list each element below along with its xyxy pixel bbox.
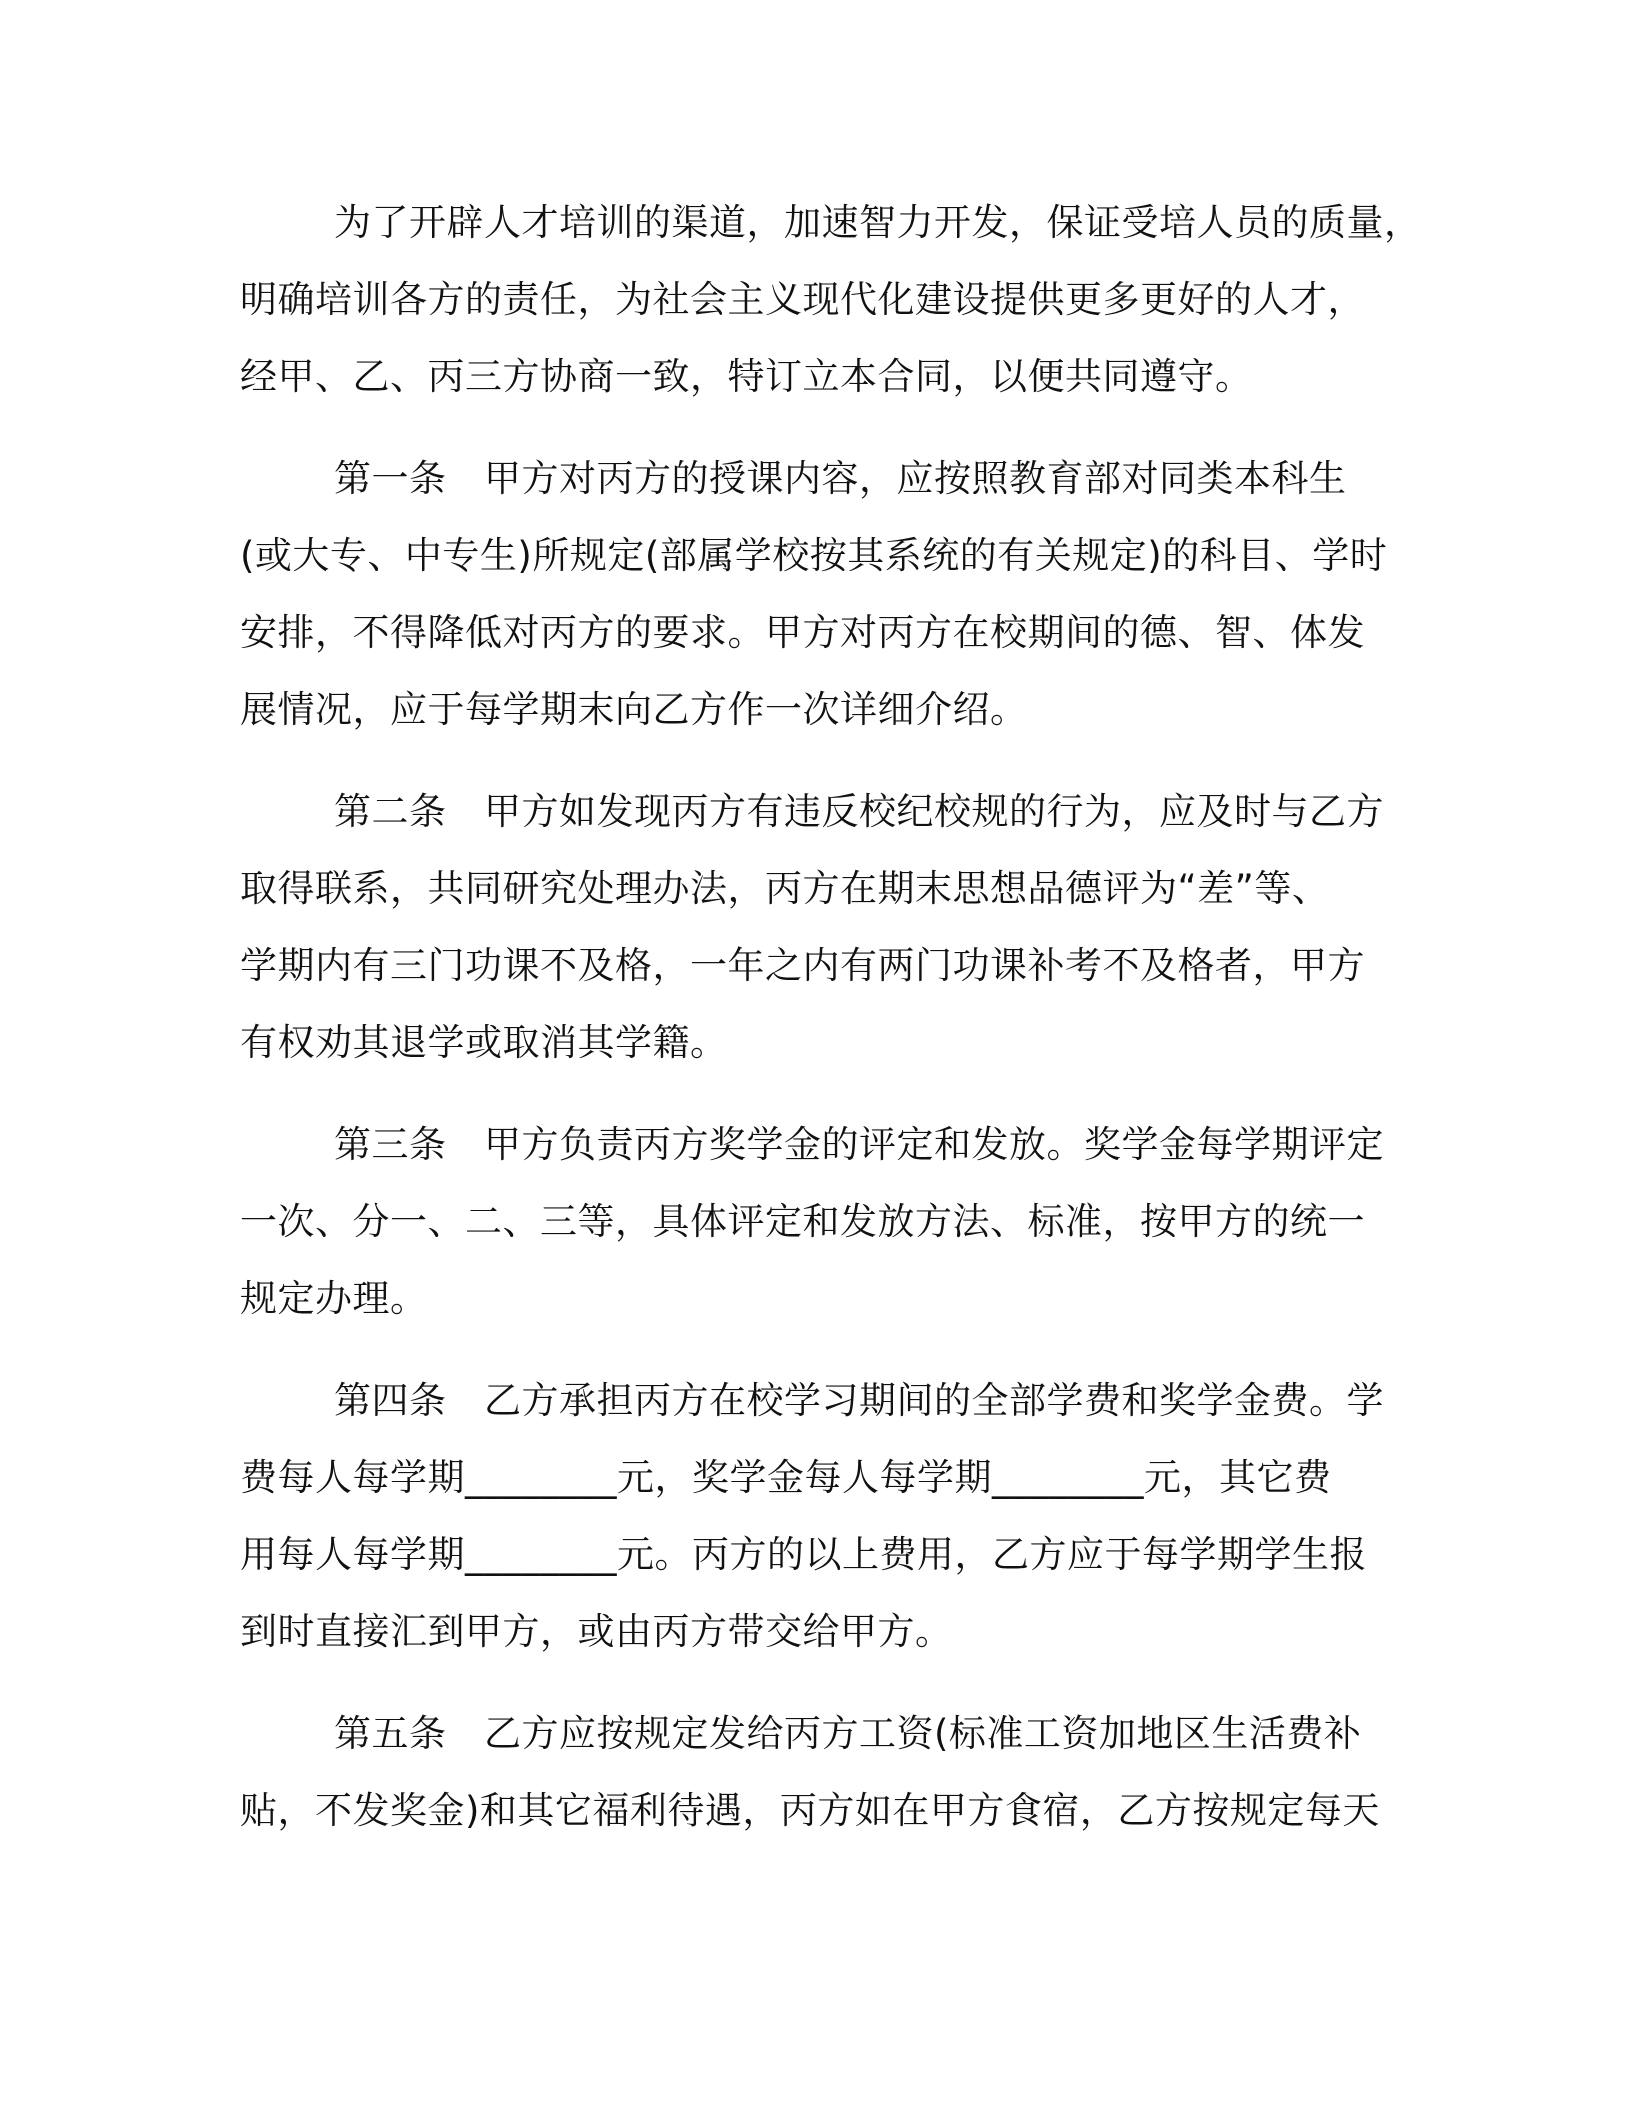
article-4-paragraph bbox=[240, 1362, 1384, 1670]
text-line: 有权劝其退学或取消其学籍。 bbox=[240, 1021, 728, 1064]
text-line: 规定办理。 bbox=[240, 1277, 428, 1320]
text-line: 第二条 甲方如发现丙方有违反校纪校规的行为，应及时与乙方 bbox=[334, 790, 1384, 833]
text-line: 取得联系，共同研究处理办法，丙方在期末思想品德评为“差”等、 bbox=[240, 867, 1330, 910]
article-5-paragraph bbox=[240, 1695, 1380, 1849]
contract-body bbox=[240, 184, 1422, 1874]
preamble-paragraph bbox=[240, 184, 1422, 415]
text-line: 第三条 甲方负责丙方奖学金的评定和发放。奖学金每学期评定 bbox=[334, 1123, 1384, 1166]
article-2-paragraph bbox=[240, 773, 1384, 1081]
text-line: 经甲、乙、丙三方协商一致，特订立本合同，以便共同遵守。 bbox=[240, 355, 1253, 398]
text-line: 一次、分一、二、三等，具体评定和发放方法、标准，按甲方的统一 bbox=[240, 1200, 1365, 1243]
text-line: 第一条 甲方对丙方的授课内容，应按照教育部对同类本科生 bbox=[334, 457, 1347, 500]
text-line: 第五条 乙方应按规定发给丙方工资(标准工资加地区生活费补 bbox=[334, 1712, 1362, 1755]
text-line: (或大专、中专生)所规定(部属学校按其系统的有关规定)的科目、学时 bbox=[240, 534, 1388, 577]
text-line: 展情况，应于每学期末向乙方作一次详细介绍。 bbox=[240, 688, 1028, 731]
text-line: 用每人每学期________元。丙方的以上费用，乙方应于每学期学生报 bbox=[240, 1533, 1367, 1576]
text-line: 安排，不得降低对丙方的要求。甲方对丙方在校期间的德、智、体发 bbox=[240, 611, 1365, 654]
text-line: 贴，不发奖金)和其它福利待遇，丙方如在甲方食宿，乙方按规定每天 bbox=[240, 1789, 1380, 1832]
text-line: 为了开辟人才培训的渠道，加速智力开发，保证受培人员的质量， bbox=[334, 201, 1422, 244]
text-line: 到时直接汇到甲方，或由丙方带交给甲方。 bbox=[240, 1610, 953, 1653]
text-line: 费每人每学期________元，奖学金每人每学期________元，其它费 bbox=[240, 1456, 1332, 1499]
article-1-paragraph bbox=[240, 440, 1388, 748]
text-line: 明确培训各方的责任，为社会主义现代化建设提供更多更好的人才， bbox=[240, 278, 1365, 321]
text-line: 学期内有三门功课不及格，一年之内有两门功课补考不及格者，甲方 bbox=[240, 944, 1365, 987]
article-3-paragraph bbox=[240, 1106, 1384, 1337]
text-line: 第四条 乙方承担丙方在校学习期间的全部学费和奖学金费。学 bbox=[334, 1379, 1384, 1422]
